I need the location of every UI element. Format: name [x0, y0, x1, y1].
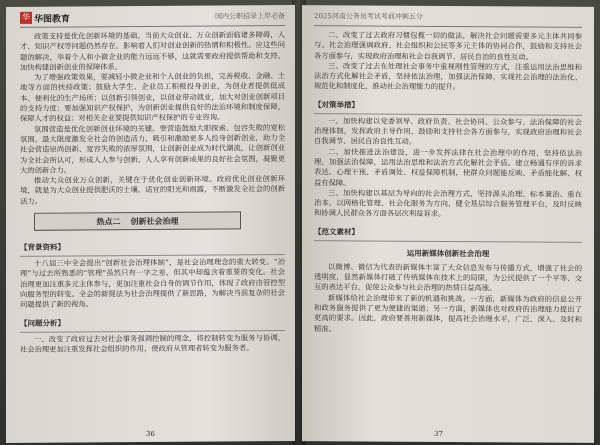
left-page [6, 5, 295, 443]
analysis-tag: 【问题分析】 [20, 318, 65, 328]
measure-item: 三、加快构建以基层为导向的社会治理方式，坚持源头治理、标本兼治、重在治本，以网格化管理、社会化服务为方向，健全基层综合服务管理平台，及时反映和协调人民群众各方面各层次利益诉求。 [314, 188, 582, 219]
body-paragraph: 三、改变了过去在处理社会事务中重视刚性管理的方式，注重运用法治思维和法治方式化解社会矛盾，坚持依法治理，加强法治保障，实现社会治理的法治化、规范化和制度化，推动社会治理能力的提升。 [314, 61, 582, 92]
tag-divider [314, 240, 582, 243]
section-number: 热点二 [96, 215, 121, 226]
essay-paragraph: 新媒体给社会治理带来了新的机遇和挑战。一方面，新媒体为政府的信息公开和政务服务提供了更为便捷的渠道；另一方面，新媒体也对政府的治理能力提出了更高的要求。因此，政府要善用新媒体，提高社会治理水平，广泛、深入、及时和精准。 [314, 292, 582, 333]
analysis-text: 一、改变了政府过去对社会事务强调控制的理念，将控制转变为服务与协调，社会治理更加注重发挥社会组织的作用，使政府从管理者转变为服务者。 [20, 332, 285, 354]
section-title: 创新社会治理 [130, 215, 179, 226]
right-page [302, 5, 594, 443]
right-running-head: 2025河南公务员考试考前冲刺五分 [314, 12, 423, 21]
body-paragraph: 推动大众创业万众创新，关键在于优化创业创新环境。政府优化创业创新环境，就是为大众创业提供肥沃的土壤、适宜的阳光和雨露，不断激发全社会的创新活力。 [20, 174, 285, 206]
tag-divider [314, 113, 582, 116]
essay-paragraph: 以微博、微信为代表的新媒体丰富了大众信息发布与传播方式，增强了社会的透明度，显然新媒体打破了传统媒体在技术上的局限，为公民提供了一个平等、交互的表达平台，促使公众参与社会治理的热情日益高涨。 [314, 262, 582, 293]
background-tag: 【背景资料】 [20, 242, 65, 252]
body-paragraph: 为了增强政策效果，要减轻小微企业和个人创业的负担，完善税收、金融、土地等方面的扶持政策；鼓励大学生、企业员工积极投身创业，为创业者提供低成本、便利化的生产场所；以创新引领创业，以创业带动就业，加大对创业创新项目的支持力度；要加强知识产权保护，为创新创业提供良好的法治环境和制度保障，保障人才的权益；对相关企业要提供知识产权保护的专业咨询。 [20, 71, 285, 124]
measure-item: 一、加快构建以党委领导、政府负责、社会协同、公众参与、法治保障的社会治理体制，发挥政府主导作用，鼓励和支持社会各方面参与，实现政府治理和社会自我调节、居民自治良性互动。 [314, 116, 582, 147]
body-paragraph: 氛围营造是优化创新创业环境的关键。要营造鼓励大胆探索、包容失败的宽松氛围，最大限度激发全社会的创造活力，吸引和激励更多人投身创新创业，助力全社会营造崇尚创新、宽容失败的浓厚氛围，让创新创业成为时代潮流，让创新创业为全社会所认可，形成人人参与创新、人人享有创新成果的良好社会氛围，凝聚更大的创新合力。 [20, 122, 285, 175]
logo-icon: 华 [20, 12, 32, 24]
left-running-head: 国内公职招录上岸必备 [215, 12, 285, 21]
publisher-logo [20, 11, 70, 24]
section-banner [34, 211, 241, 230]
body-paragraph: 政策支持是优化创新环境的基础。当前大众创业、万众创新面临诸多障碍，人才、知识产权等问题仍然存在，影响着人们对创业创新的热情和积极性。应这些问题的解决，举着个人和小微企业的能力远远不够，这就需要政府提供帮助和支持，加快构建创新创业的保障体系。 [20, 30, 285, 72]
brand-name: 华图教育 [34, 14, 71, 25]
background-text: 十八届三中全会提出“创新社会治理体制”，是社会治理理念的重大转变。“治理”与过去所熟悉的“管理”虽然只有一字之差，但其中却蕴含着重要的变化。社会治理更加注重多元主体参与，更加注重社会自身的调节作用，体现了政府由管控型向服务型的转变。全会的新提法为社会治理提供了新思路，为解决当前复杂的社会问题提供了新的视角。 [20, 257, 285, 310]
left-page-header [20, 9, 285, 28]
model-essay-tag: 【范文素材】 [314, 226, 359, 237]
right-page-header [314, 9, 582, 28]
measure-item: 二、加快推进法治建设，进一步发挥法律在社会治理中的作用，坚持依法治理，加强法治保障，运用法治思维和法治方式化解社会矛盾。建立畅通有序的诉求表达、心理干预、矛盾调处、权益保障机制，使群众问题能反映、矛盾能化解、权益有保障。 [314, 146, 582, 187]
essay-title: 运用新媒体创新社会治理 [406, 248, 490, 259]
page-number: 37 [434, 429, 443, 438]
body-paragraph: 二、改变了过去政府习惯包揽一切的做法，解决社会问题需要多元主体共同参与。社会治理强调政府、社会组织和公民等多元主体的协同合作，鼓励和支持社会各方面参与，实现政府治理和社会自我调节、居民自治的良性互动。 [314, 30, 582, 62]
page-number: 36 [146, 429, 155, 439]
measures-tag: 【对策举措】 [314, 99, 359, 110]
